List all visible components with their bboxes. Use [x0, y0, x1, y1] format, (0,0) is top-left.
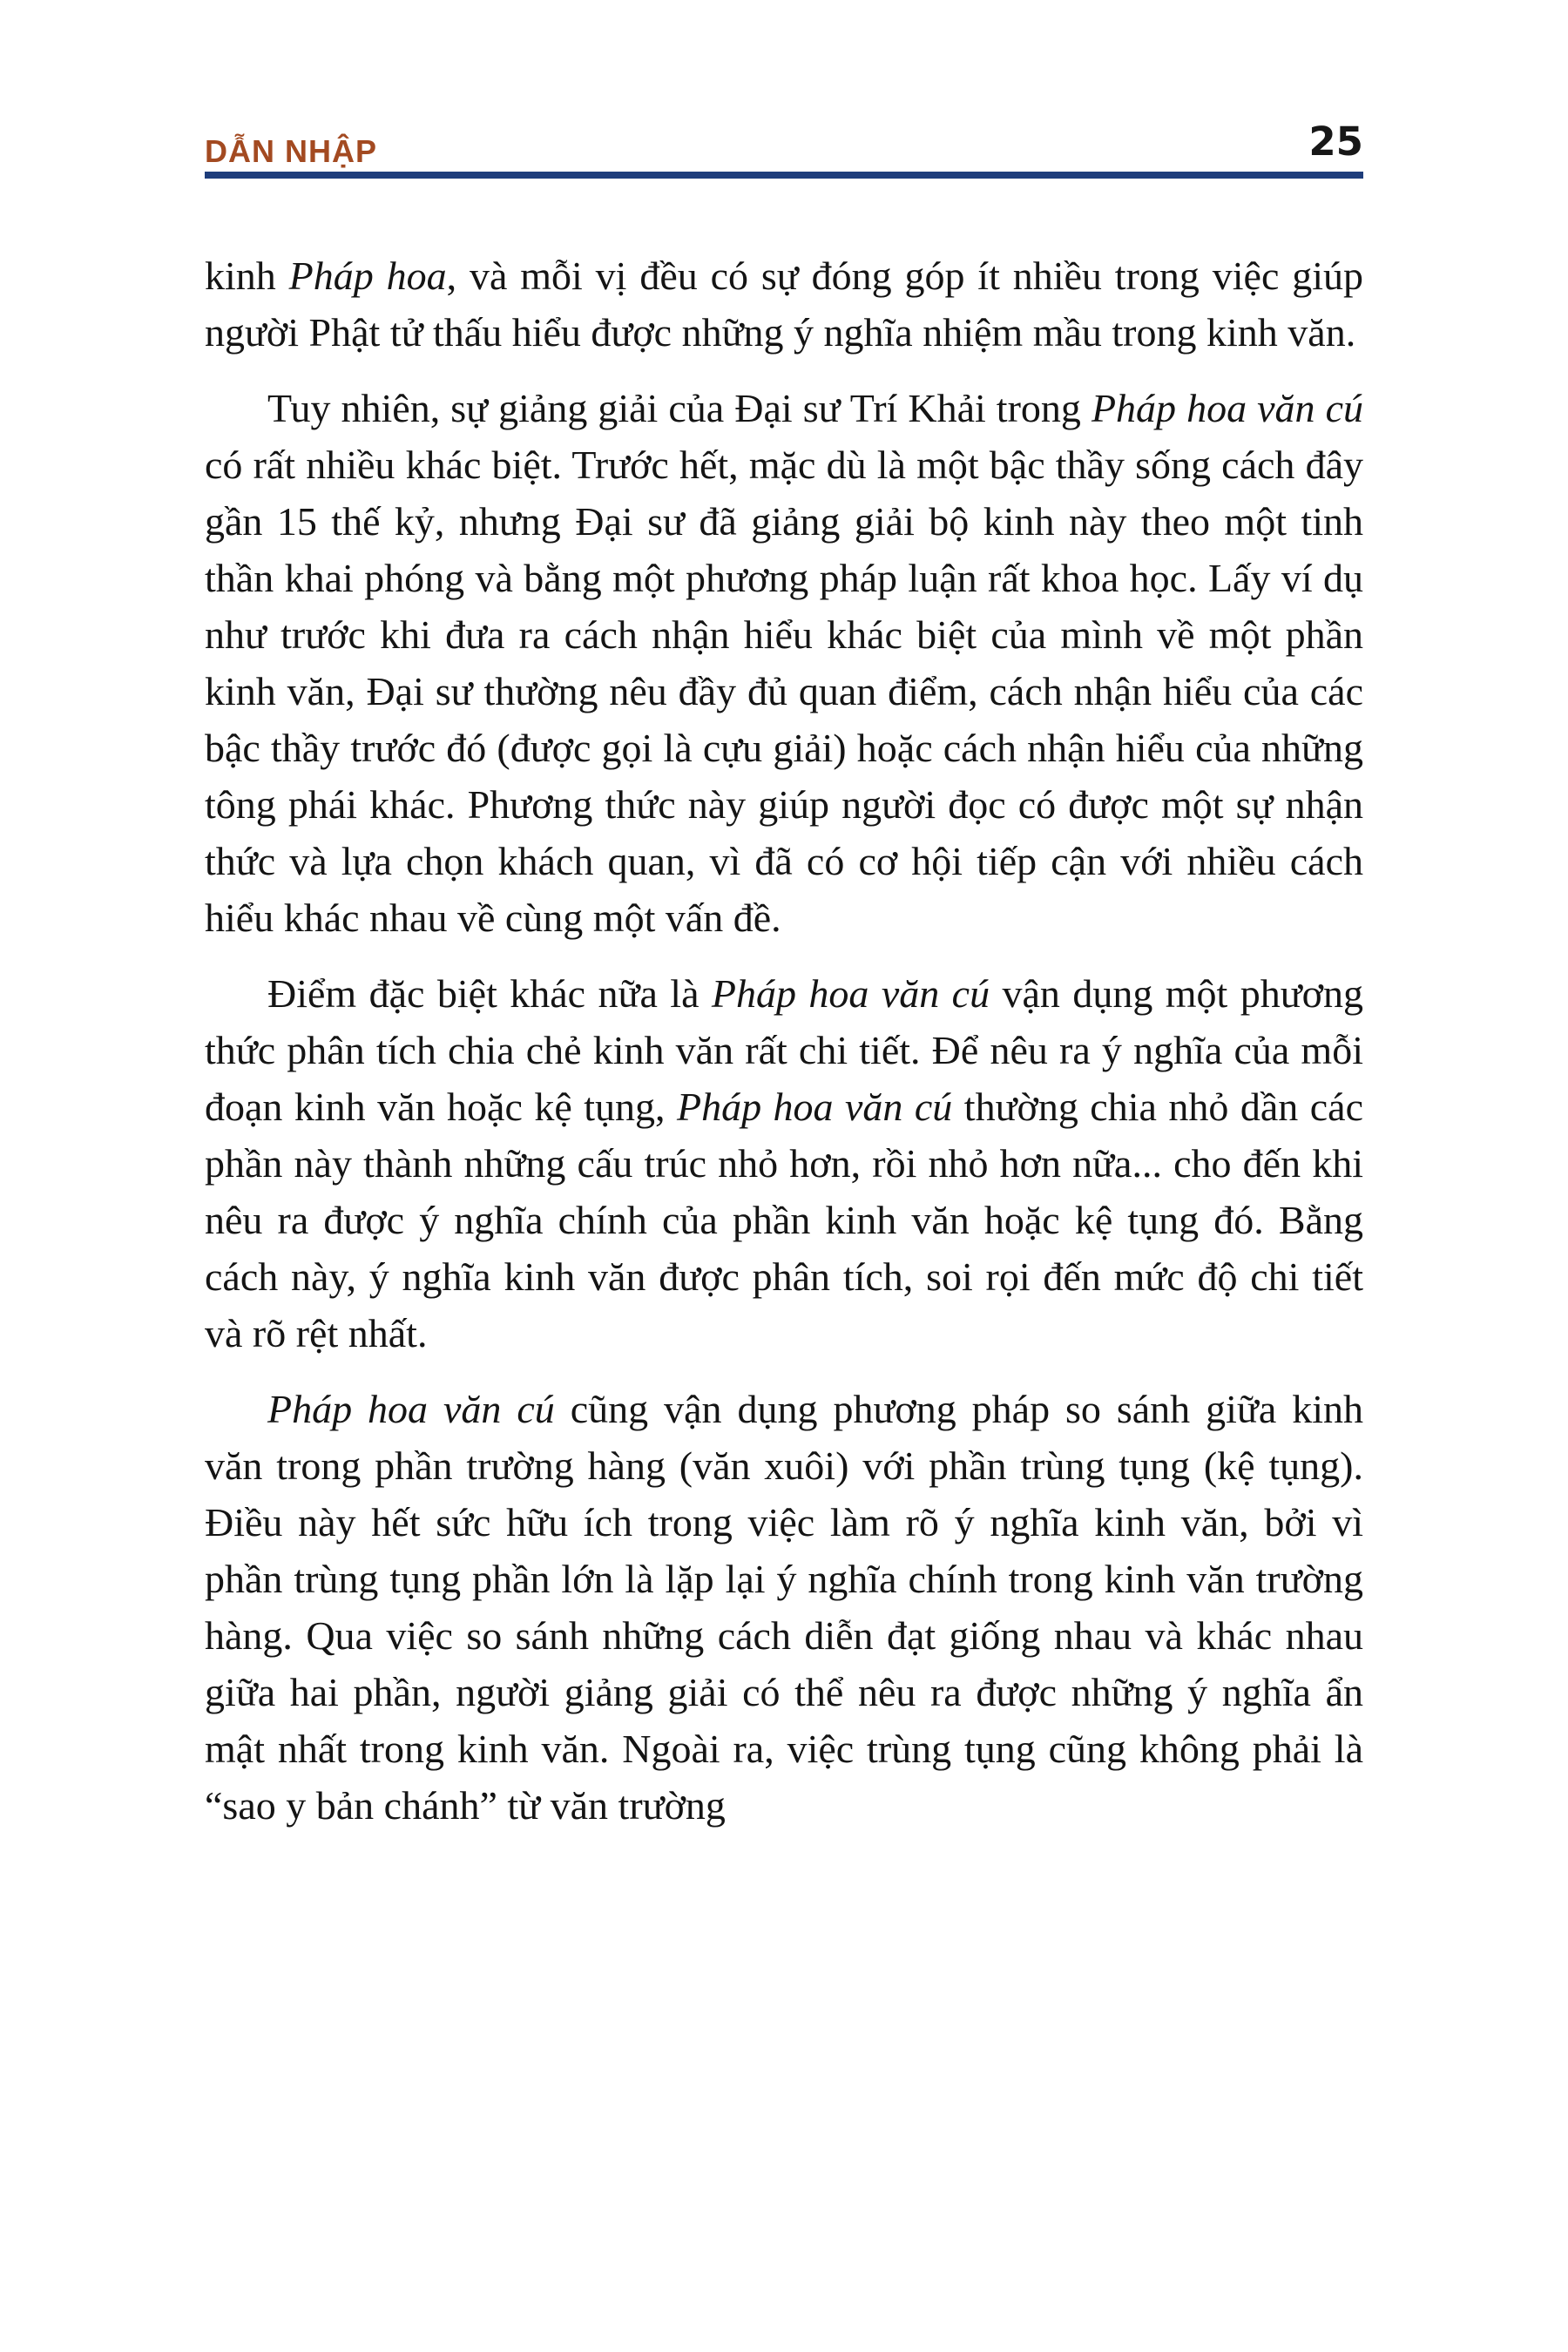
italic-book-title: Pháp hoa văn cú — [711, 971, 990, 1016]
header-rule — [205, 172, 1363, 179]
text-run: thường chia nhỏ dần các phần này thành những cấu trúc nhỏ hơn, rồi nhỏ hơn nữa... cho đến khi nêu ra được ý nghĩa chính của phần kinh văn hoặc kệ tụng đó. Bằng cách này, ý nghĩa kinh văn được phân tích, soi rọi đến mức độ chi tiết và rõ rệt nhất. — [205, 1085, 1363, 1355]
italic-book-title: Pháp hoa văn cú — [1091, 386, 1363, 430]
italic-book-title: Pháp hoa văn cú — [267, 1387, 555, 1431]
body-text — [205, 247, 1363, 1834]
paragraph — [205, 965, 1363, 1362]
running-head-title: DẪN NHẬP — [205, 133, 378, 169]
page-number: 25 — [1308, 118, 1363, 165]
text-run: Điểm đặc biệt khác nữa là — [267, 971, 712, 1016]
text-run: vận dụng một phương thức phân tích chia chẻ kinh văn rất chi tiết. Để nêu ra ý nghĩa của mỗi đoạn kinh văn hoặc kệ tụng, — [205, 971, 1364, 1129]
text-run: có rất nhiều khác biệt. Trước hết, mặc dù là một bậc thầy sống cách đây gần 15 thế kỷ, nhưng Đại sư đã giảng giải bộ kinh này theo một tinh thần khai phóng và bằng một phương pháp luận rất khoa học. Lấy ví dụ như trước khi đưa ra cách nhận hiểu khác biệt của mình về một phần kinh văn, Đại sư thường nêu đầy đủ quan điểm, cách nhận hiểu của các bậc thầy trước đó (được gọi là cựu giải) hoặc cách nhận hiểu của những tông phái khác. Phương thức này giúp người đọc có được một sự nhận thức và lựa chọn khách quan, vì đã có cơ hội tiếp cận với nhiều cách hiểu khác nhau về cùng một vấn đề. — [205, 443, 1363, 940]
paragraph — [205, 1381, 1363, 1834]
text-run: cũng vận dụng phương pháp so sánh giữa kinh văn trong phần trường hàng (văn xuôi) với phần trùng tụng (kệ tụng). Điều này hết sức hữu ích trong việc làm rõ ý nghĩa kinh văn, bởi vì phần trùng tụng phần lớn là lặp lại ý nghĩa chính trong kinh văn trường hàng. Qua việc so sánh những cách diễn đạt giống nhau và khác nhau giữa hai phần, người giảng giải có thể nêu ra được những ý nghĩa ẩn mật nhất trong kinh văn. Ngoài ra, việc trùng tụng cũng không phải là “sao y bản chánh” từ văn trường — [205, 1387, 1363, 1828]
text-run: , và mỗi vị đều có sự đóng góp ít nhiều trong việc giúp người Phật tử thấu hiểu được những ý nghĩa nhiệm mầu trong kinh văn. — [205, 253, 1363, 355]
text-run: kinh — [205, 253, 289, 298]
italic-book-title: Pháp hoa — [288, 253, 447, 298]
paragraph — [205, 247, 1363, 361]
italic-book-title: Pháp hoa văn cú — [676, 1085, 953, 1129]
paragraph — [205, 380, 1363, 946]
text-run: Tuy nhiên, sự giảng giải của Đại sư Trí Khải trong — [267, 386, 1092, 430]
